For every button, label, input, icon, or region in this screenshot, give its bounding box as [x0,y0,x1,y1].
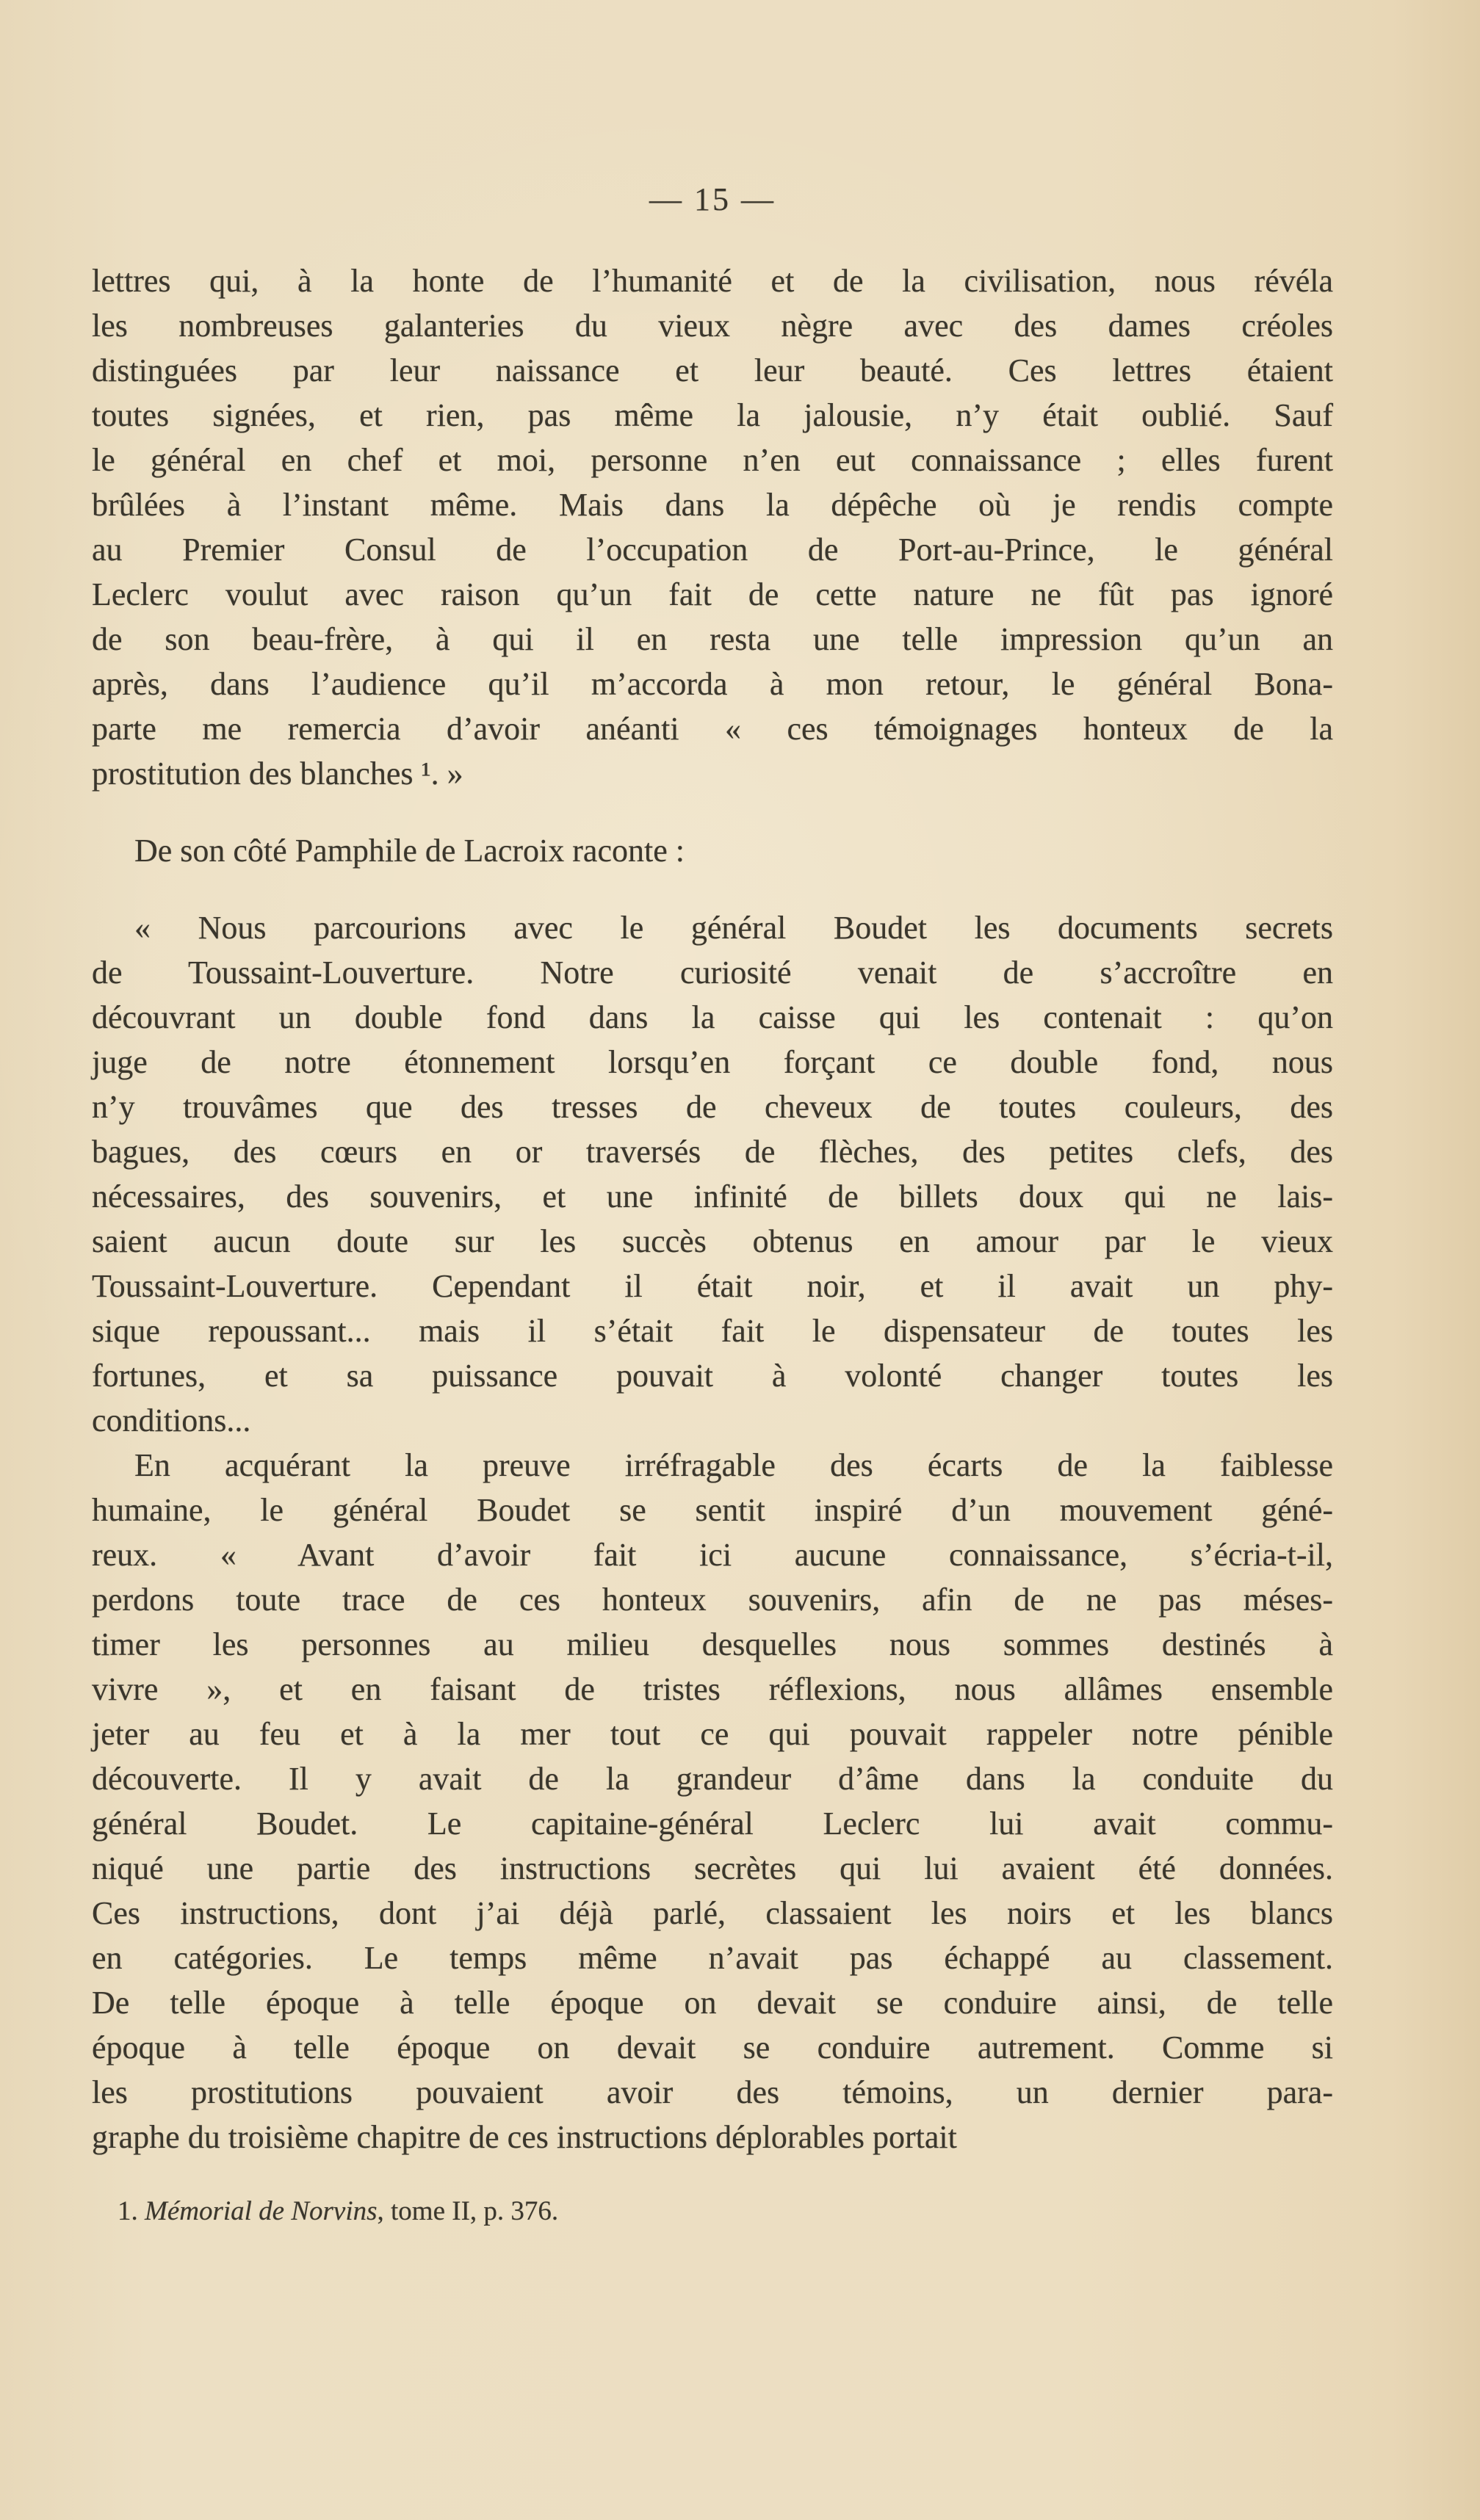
text-line: reux. « Avant d’avoir fait ici aucune connaissance, s’écria-t-il, [92,1537,1333,1573]
text-line: « Nous parcourions avec le général Boudet les documents secrets [134,910,1333,946]
text-line: distinguées par leur naissance et leur beauté. Ces lettres étaient [92,352,1333,388]
text-line: le général en chef et moi, personne n’en eut connaissance ; elles furent [92,442,1333,478]
text-line: Toussaint-Louverture. Cependant il était noir, et il avait un phy- [92,1268,1333,1304]
text-line: découverte. Il y avait de la grandeur d’âme dans la conduite du [92,1761,1333,1797]
paragraph [92,1443,1333,2159]
text-line: après, dans l’audience qu’il m’accorda à mon retour, le général Bona- [92,666,1333,702]
text-line: vivre », et en faisant de tristes réflexions, nous allâmes ensemble [92,1671,1333,1707]
text-line: jeter au feu et à la mer tout ce qui pouvait rappeler notre pénible [92,1716,1333,1752]
text-line: époque à telle époque on devait se conduire autrement. Comme si [92,2030,1333,2065]
text-line: toutes signées, et rien, pas même la jalousie, n’y était oublié. Sauf [92,397,1333,433]
text-line: général Boudet. Le capitaine-général Leclerc lui avait commu- [92,1806,1333,1842]
paragraph [92,828,1333,873]
text-line: les prostitutions pouvaient avoir des témoins, un dernier para- [92,2074,1333,2110]
text-line: De son côté Pamphile de Lacroix raconte : [134,833,685,869]
text-line: conditions... [92,1402,251,1438]
text-line: découvrant un double fond dans la caisse qui les contenait : qu’on [92,999,1333,1035]
paragraph [92,905,1333,1443]
text-line: fortunes, et sa puissance pouvait à volonté changer toutes les [92,1358,1333,1394]
text-line: En acquérant la preuve irréfragable des écarts de la faiblesse [134,1447,1333,1483]
text-line: lettres qui, à la honte de l’humanité et de la civilisation, nous révéla [92,263,1333,299]
footnote-text: 1. [118,2196,145,2226]
text-line: de son beau-frère, à qui il en resta une telle impression qu’un an [92,621,1333,657]
text-line: sique repoussant... mais il s’était fait le dispensateur de toutes les [92,1313,1333,1349]
footnote-text: , tome II, p. 376. [377,2196,559,2226]
text-block [92,258,1333,2159]
footnote-work-title: Mémorial de Norvins [145,2196,378,2226]
text-line: bagues, des cœurs en or traversés de flèches, des petites clefs, des [92,1134,1333,1170]
text-line: saient aucun doute sur les succès obtenus en amour par le vieux [92,1223,1333,1259]
text-line: prostitution des blanches ¹. » [92,756,463,792]
page-number: — 15 — [649,181,776,217]
text-line: parte me remercia d’avoir anéanti « ces témoignages honteux de la [92,711,1333,747]
text-line: brûlées à l’instant même. Mais dans la dépêche où je rendis compte [92,487,1333,523]
text-line: Ces instructions, dont j’ai déjà parlé, classaient les noirs et les blancs [92,1895,1333,1931]
paragraph [92,258,1333,796]
text-line: n’y trouvâmes que des tresses de cheveux de toutes couleurs, des [92,1089,1333,1125]
text-line: timer les personnes au milieu desquelles nous sommes destinés à [92,1626,1333,1662]
text-line: graphe du troisième chapitre de ces instructions déplorables portait [92,2119,957,2155]
text-line: juge de notre étonnement lorsqu’en forçant ce double fond, nous [92,1044,1333,1080]
text-line: de Toussaint-Louverture. Notre curiosité venait de s’accroître en [92,955,1333,991]
text-line: De telle époque à telle époque on devait se conduire ainsi, de telle [92,1985,1333,2021]
footnote [118,2194,1322,2229]
text-line: en catégories. Le temps même n’avait pas échappé au classement. [92,1940,1333,1976]
text-line: au Premier Consul de l’occupation de Port-au-Prince, le général [92,532,1333,568]
text-line: humaine, le général Boudet se sentit inspiré d’un mouvement géné- [92,1492,1333,1528]
text-line: niqué une partie des instructions secrètes qui lui avaient été données. [92,1850,1333,1886]
text-line: Leclerc voulut avec raison qu’un fait de cette nature ne fût pas ignoré [92,576,1333,612]
text-line: nécessaires, des souvenirs, et une infinité de billets doux qui ne lais- [92,1178,1333,1214]
text-line: perdons toute trace de ces honteux souvenirs, afin de ne pas méses- [92,1582,1333,1618]
text-line: les nombreuses galanteries du vieux nègre avec des dames créoles [92,308,1333,344]
